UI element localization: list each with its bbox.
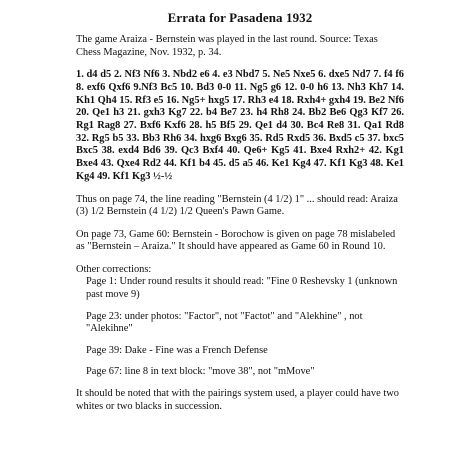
intro-paragraph: The game Araiza - Bernstein was played in the last round. Source: Texas Chess Magazine, Nov. 1932, p. 34. xyxy=(76,34,378,58)
correction-item: Page 1: Under round results it should read: "Fine 0 Reshevsky 1 (unknown past move 9) xyxy=(86,276,398,301)
other-corrections-heading: Other corrections: xyxy=(76,263,152,275)
final-note: It should be noted that with the pairings system used, a player could have two whites or two blacks in succession. xyxy=(76,388,399,412)
page74-correction: Thus on page 74, the line reading "Bernstein (4 1/2) 1" ... should read: Araiza (3) 1/2 Bernstein (4 1/2) 1/2 Queen's Pawn Game. xyxy=(76,193,398,218)
page73-correction: On page 73, Game 60: Bernstein - Borochow is given on page 78 mislabeled as "Bernstein – Araiza." It should have appeared as Game 60 in Round 10. xyxy=(76,228,396,253)
correction-item: Page 67: line 8 in text block: "move 38", not "mMove" xyxy=(86,366,315,378)
page-title: Errata for Pasadena 1932 xyxy=(167,10,313,25)
correction-item: Page 23: under photos: "Factor", not "Factot" and "Alekhine" , not "Alekihne" xyxy=(86,310,363,335)
game-moves: 1. d4 d5 2. Nf3 Nf6 3. Nbd2 e6 4. e3 Nbd7 5. Ne5 Nxe5 6. dxe5 Nd7 7. f4 f6 8. exf6 Qxf6 9.Nf3 Bc5 10. Bd3 0-0 11. Ng5 g6 12. 0-0 h6 13. Nh3 Kh7 14. Kh1 Qh4 15. Rf3 e5 16. Ng5+ hxg5 17. Rh3 e4 18. Rxh4+ gxh4 19. Be2 Nf6 20. Qe1 h3 21. gxh3 Kg7 22. b4 Be7 23. h4 Rh8 24. Bb2 Be6 Qg3 Kf7 26. Rg1 Rag8 27. Bxf6 Kxf6 28. h5 Bf5 29. Qe1 d4 30. Bc4 Re8 31. Qa1 Rd8 32. Rg5 b5 33. Bb3 Rh6 34. hxg6 Bxg6 35. Rd5 Rxd5 36. Bxd5 c5 37. bxc5 Bxc5 38. exd4 Bd6 39. Qc3 Bxf4 40. Qe6+ Kg5 41. Bxe4 Rxh2+ 42. Kg1 Bxe4 43. Qxe4 Rd2 44. Kf1 b4 45. d5 a5 46. Ke1 Kg4 47. Kf1 Kg3 48. Ke1 Kg4 49. Kf1 Kg3 ½-½ xyxy=(76,69,404,182)
correction-item: Page 39: Dake - Fine was a French Defense xyxy=(86,344,268,356)
